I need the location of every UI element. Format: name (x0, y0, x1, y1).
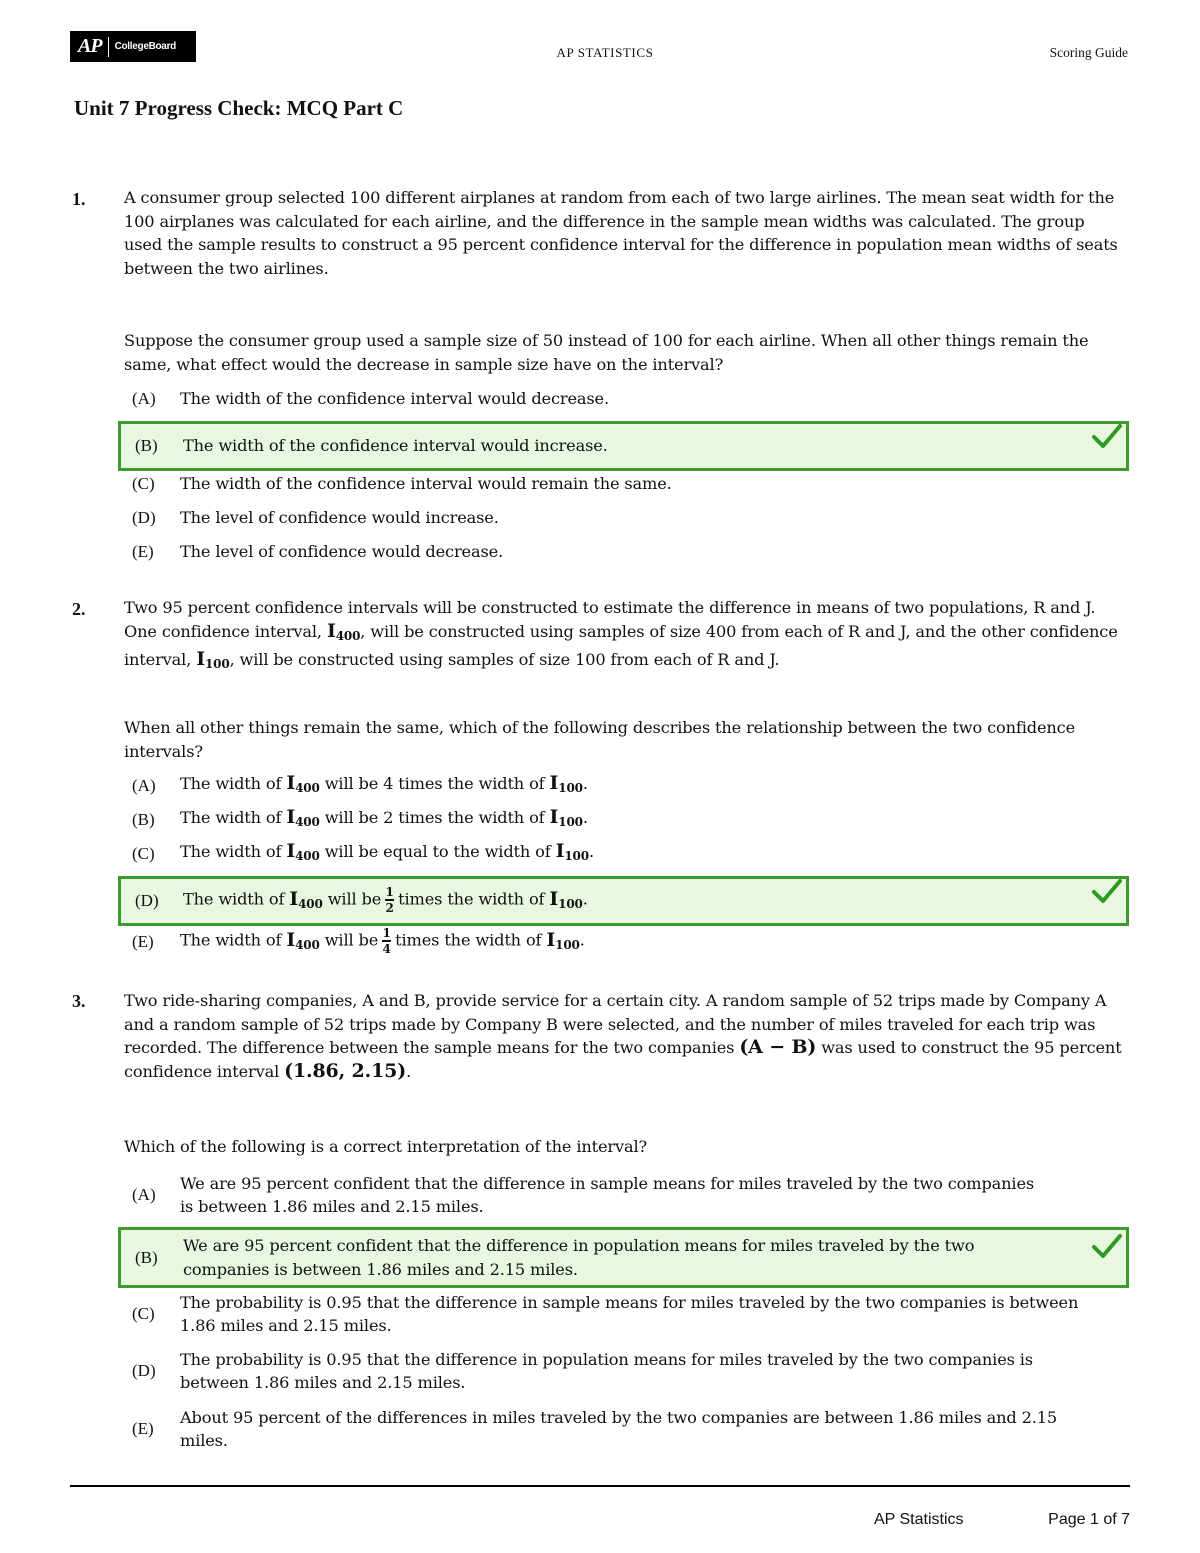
choice-text (180, 772, 588, 801)
choice-text-part: times the width of (398, 889, 545, 909)
period: . (582, 889, 588, 909)
math-symbol: I (326, 619, 336, 642)
math-subscript: 400 (335, 628, 361, 643)
math-symbol: I (286, 805, 296, 828)
question-1-choice-a[interactable] (118, 385, 1129, 413)
math-symbol: I (546, 928, 556, 951)
header-doc-type: Scoring Guide (1049, 45, 1128, 60)
fraction-one-half (385, 886, 394, 914)
choice-text-part: will be (324, 930, 379, 950)
math-symbol: I (549, 805, 559, 828)
question-3-number: 3. (72, 991, 86, 1011)
math-subscript: 400 (295, 848, 320, 863)
period: . (579, 930, 585, 950)
choice-text-part: The width of (183, 889, 285, 909)
math-subscript: 400 (295, 937, 320, 952)
checkmark-icon (1092, 877, 1122, 905)
footer-page-number: Page 1 of 7 (1048, 1511, 1130, 1528)
choice-text-part: will be (327, 889, 382, 909)
period: . (582, 773, 588, 793)
stem-text: was used to construct the 95 percent confidence interval (124, 1038, 1122, 1081)
interval-i100 (550, 806, 583, 828)
choice-text: We are 95 percent confident that the difference in sample means for miles traveled by the two companies is between 1.86 miles and 2.15 miles. (180, 1173, 1035, 1216)
interval-i100 (546, 929, 579, 951)
question-3-choice-d[interactable] (118, 1346, 1129, 1396)
interval-i100 (549, 888, 582, 910)
choice-text: The probability is 0.95 that the difference in population means for miles traveled by the two companies is between 1.86 miles and 2.15 miles. (180, 1349, 1033, 1392)
stem-text: Two ride-sharing companies, A and B, provide service for a certain city. A random sample of 52 trips made by Company A and a random sample of 52 trips made by Company B were selected, and the number of miles traveled for each trip was recorded. The difference between the sample means for the two companies (124, 991, 1107, 1057)
math-subscript: 100 (564, 848, 589, 863)
choice-text-part: will be 2 times the width of (324, 807, 545, 827)
question-2-number: 2. (72, 599, 86, 619)
interval-i100 (196, 648, 229, 670)
header-subject: AP STATISTICS (556, 45, 654, 60)
question-3-choice-a[interactable] (118, 1170, 1129, 1220)
choice-text (180, 840, 594, 869)
checkmark-icon (1092, 1232, 1122, 1260)
footer-course: AP Statistics (874, 1511, 964, 1528)
question-2-prompt: When all other things remain the same, which of the following describes the relationship between the two confidence intervals? (124, 718, 1075, 761)
question-3-choice-e[interactable] (118, 1404, 1129, 1454)
math-subscript: 100 (558, 896, 583, 911)
choice-text: We are 95 percent confident that the difference in population means for miles traveled by the two companies is between 1.86 miles and 2.15 miles. (183, 1236, 975, 1279)
math-symbol: I (549, 887, 559, 910)
question-2-choice-d[interactable] (118, 876, 1129, 926)
ap-collegeboard-logo (70, 31, 196, 62)
interval-i400 (286, 840, 319, 862)
stem-text: , will be constructed using samples of size 400 from each of R and J, and the other confidence interval, (124, 621, 1118, 669)
interval-i100 (550, 772, 583, 794)
interval-i100 (556, 840, 589, 862)
question-1-choice-b[interactable] (118, 421, 1129, 471)
math-symbol: I (196, 648, 205, 670)
choice-letter: (D) (135, 891, 159, 910)
choice-letter: (B) (135, 1247, 158, 1267)
stem-text: Two 95 percent confidence intervals will be constructed to estimate the difference in means of two populations, R and J. One confidence interval, (124, 598, 1096, 641)
choice-letter: (C) (132, 844, 155, 863)
question-2-choice-b[interactable] (118, 806, 1129, 834)
fraction-one-quarter (382, 927, 391, 955)
page-title: Unit 7 Progress Check: MCQ Part C (74, 96, 404, 120)
choice-text: The width of the confidence interval would remain the same. (180, 474, 672, 494)
math-symbol: I (286, 771, 296, 794)
question-3-stem (124, 989, 1124, 1083)
choice-letter: (E) (132, 932, 154, 951)
question-3-choice-c[interactable] (118, 1289, 1129, 1339)
choice-text (180, 927, 585, 957)
math-subscript: 100 (204, 657, 230, 671)
logo-ap-text: AP (78, 35, 102, 57)
math-symbol: I (289, 887, 299, 910)
fraction-denominator: 4 (382, 942, 391, 956)
math-subscript: 400 (295, 814, 320, 829)
choice-text-part: will be 4 times the width of (324, 773, 545, 793)
choice-text (183, 886, 588, 916)
fraction-denominator: 2 (385, 901, 394, 915)
choice-text: About 95 percent of the differences in miles traveled by the two companies are between 1.86 miles and 2.15 miles. (180, 1407, 1058, 1450)
checkmark-icon (1092, 422, 1122, 450)
choice-letter: (D) (132, 508, 156, 527)
question-1-choice-d[interactable] (118, 504, 1129, 532)
fraction-numerator: 1 (382, 926, 391, 940)
choice-letter: (B) (132, 810, 155, 829)
choice-letter: (C) (132, 1304, 155, 1323)
choice-letter: (A) (132, 389, 156, 408)
choice-text: The width of the confidence interval would increase. (183, 436, 608, 456)
logo-brand-text: CollegeBoard (114, 41, 176, 52)
interval-i400 (286, 772, 319, 794)
math-subscript: 400 (298, 896, 323, 911)
choice-letter: (B) (135, 436, 158, 455)
interval-i400 (289, 888, 322, 910)
choice-letter: (D) (132, 1361, 156, 1380)
question-2-choice-c[interactable] (118, 840, 1129, 868)
interval-i400 (327, 620, 360, 642)
question-3-prompt: Which of the following is a correct interpretation of the interval? (124, 1137, 648, 1156)
interval-i400 (286, 929, 319, 951)
period: . (588, 841, 594, 861)
math-subscript: 100 (555, 937, 580, 952)
math-symbol: I (555, 839, 565, 862)
math-a-minus-b: (A − B) (739, 1036, 817, 1058)
question-1-choice-c[interactable] (118, 470, 1129, 498)
choice-text-part: will be equal to the width of (324, 841, 551, 861)
choice-text-part: The width of (180, 807, 282, 827)
question-2-choice-e[interactable] (118, 925, 1129, 959)
math-subscript: 100 (558, 780, 583, 795)
choice-letter: (E) (132, 1419, 154, 1438)
choice-text: The probability is 0.95 that the difference in sample means for miles traveled by the two companies is between 1.86 miles and 2.15 miles. (180, 1292, 1079, 1335)
choice-letter: (A) (132, 776, 156, 795)
stem-text: . (406, 1061, 412, 1081)
footer-divider (70, 1485, 1130, 1487)
math-subscript: 400 (295, 780, 320, 795)
choice-text-part: The width of (180, 841, 282, 861)
choice-text: The level of confidence would decrease. (180, 542, 504, 562)
question-2-stem (124, 596, 1124, 677)
choice-letter: (A) (132, 1185, 156, 1204)
question-1-stem: A consumer group selected 100 different airplanes at random from each of two large airlines. The mean seat width for the 100 airplanes was calculated for each airline, and the difference in the sample mean widths was calculated. The group used the sample results to construct a 95 percent confidence interval for the difference in population mean widths of seats between the two airlines. (124, 188, 1118, 278)
math-confidence-interval: (1.86, 2.15) (284, 1059, 407, 1082)
question-3-choice-b[interactable] (118, 1227, 1129, 1288)
math-symbol: I (549, 771, 559, 794)
math-symbol: I (286, 928, 296, 951)
period: . (582, 807, 588, 827)
question-1-choice-e[interactable] (118, 538, 1129, 566)
question-1-number: 1. (72, 189, 86, 209)
choice-text-part: The width of (180, 930, 282, 950)
interval-i400 (286, 806, 319, 828)
question-1-prompt: Suppose the consumer group used a sample size of 50 instead of 100 for each airline. When all other things remain the same, what effect would the decrease in sample size have on the interval? (124, 331, 1089, 374)
logo-separator (108, 37, 109, 57)
choice-letter: (E) (132, 542, 154, 561)
fraction-numerator: 1 (385, 885, 394, 899)
math-symbol: I (286, 839, 296, 862)
choice-text (180, 806, 588, 835)
choice-text: The width of the confidence interval would decrease. (180, 389, 609, 409)
choice-text: The level of confidence would increase. (180, 508, 499, 528)
question-2-choice-a[interactable] (118, 772, 1129, 800)
stem-text: , will be constructed using samples of size 100 from each of R and J. (229, 650, 780, 669)
choice-text-part: times the width of (395, 930, 542, 950)
math-subscript: 100 (558, 814, 583, 829)
choice-letter: (C) (132, 474, 155, 493)
choice-text-part: The width of (180, 773, 282, 793)
